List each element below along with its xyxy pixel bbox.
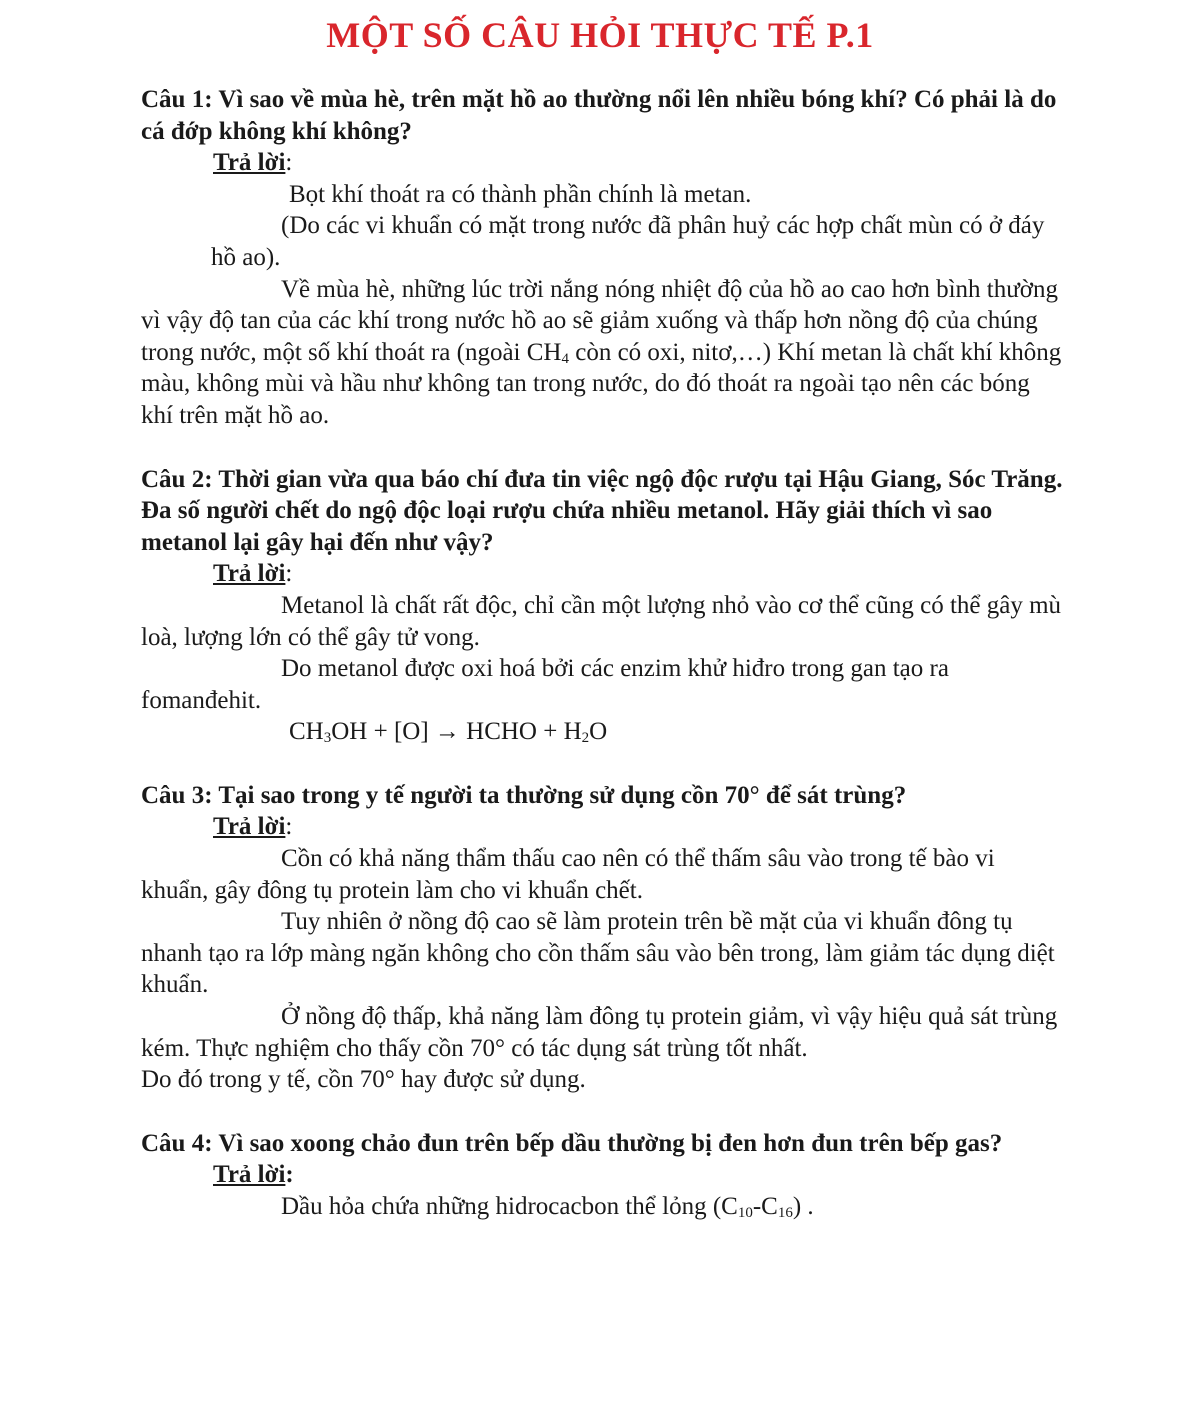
q2-answer-paragraph-1: Metanol là chất rất độc, chỉ cần một lượng nhỏ vào cơ thể cũng có thể gây mù loà, lượng lớn có thể gây tử vong. xyxy=(141,591,1062,651)
q1-answer-paragraph-3 xyxy=(141,274,1066,432)
answer-label-text: Trả lời xyxy=(213,560,286,588)
q4-p1-text-c: ) . xyxy=(792,1193,814,1220)
answer-label xyxy=(141,558,1066,590)
q3-answer-paragraph-2: Tuy nhiên ở nồng độ cao sẽ làm protein trên bề mặt của vi khuẩn đông tụ nhanh tạo ra lớp màng ngăn không cho cồn thấm sâu vào bên trong, làm giảm tác dụng diệt khuẩn. xyxy=(141,908,1055,999)
question-1-section xyxy=(141,84,1066,432)
question-2-text: Câu 2: Thời gian vừa qua báo chí đưa tin việc ngộ độc rượu tại Hậu Giang, Sóc Trăng. Đa số người chết do ngộ độc loại rượu chứa nhiều metanol. Hãy giải thích vì sao metanol lại gây hại đến như vậy? xyxy=(141,465,1063,556)
q2-answer-paragraph-2: Do metanol được oxi hoá bởi các enzim khử hiđro trong gan tạo ra fomanđehit. xyxy=(141,655,949,714)
answer-label-colon: : xyxy=(285,149,293,177)
equation-sub-a: 3 xyxy=(323,730,332,747)
q3-answer-paragraph-3: Ở nồng độ thấp, khả năng làm đông tụ protein giảm, vì vậy hiệu quả sát trùng kém. Thực nghiệm cho thấy cồn 70° có tác dụng sát trùng tốt nhất. xyxy=(141,1003,1058,1062)
q3-answer-paragraph-4: Do đó trong y tế, cồn 70° hay được sử dụng. xyxy=(141,1066,586,1094)
question-4-section xyxy=(141,1128,1066,1223)
q1-answer-paragraph-1: Bọt khí thoát ra có thành phần chính là metan. xyxy=(289,180,752,208)
question-4-text: Câu 4: Vì sao xoong chảo đun trên bếp dầu thường bị đen hơn đun trên bếp gas? xyxy=(141,1129,1003,1157)
answer-label xyxy=(141,147,1066,179)
answer-label-colon: : xyxy=(285,560,293,588)
q1-p3-text-a: Về mùa hè, những lúc trời nắng nóng nhiệt độ của hồ ao cao hơn bình thường vì vậy độ tan của các khí trong nước hồ ao sẽ giảm xuống và thấp hơn nồng độ của chúng trong nước, một số khí thoát ra (ngoài CH xyxy=(141,275,1059,366)
q4-p1-subscript-1: 10 xyxy=(737,1205,753,1221)
chemical-equation xyxy=(141,716,1066,748)
equation-part-c: O xyxy=(589,718,608,746)
answer-label xyxy=(141,1159,1066,1191)
answer-label xyxy=(141,811,1066,843)
q4-p1-text-b: -C xyxy=(752,1193,778,1220)
document-body xyxy=(141,84,1066,1223)
equation-part-b: OH + [O] → HCHO + H xyxy=(331,718,582,746)
q1-p3-subscript: 4 xyxy=(561,350,569,367)
question-3-text: Câu 3: Tại sao trong y tế người ta thường sử dụng cồn 70° để sát trùng? xyxy=(141,781,907,809)
answer-label-text: Trả lời xyxy=(213,149,286,177)
q4-answer-paragraph-1 xyxy=(141,1191,1066,1223)
question-1-text: Câu 1: Vì sao về mùa hè, trên mặt hồ ao thường nổi lên nhiều bóng khí? Có phải là do cá đớp không khí không? xyxy=(141,86,1057,145)
answer-label-text: Trả lời xyxy=(213,1161,286,1189)
equation-sub-b: 2 xyxy=(581,730,590,747)
question-3-section xyxy=(141,780,1066,1096)
question-2-section xyxy=(141,464,1066,748)
equation-part-a: CH xyxy=(289,718,324,746)
answer-label-text: Trả lời xyxy=(213,813,286,841)
q3-answer-paragraph-1: Cồn có khả năng thẩm thấu cao nên có thể thấm sâu vào trong tế bào vi khuẩn, gây đông tụ protein làm cho vi khuẩn chết. xyxy=(141,845,995,904)
page-title: MỘT SỐ CÂU HỎI THỰC TẾ P.1 xyxy=(326,15,874,55)
q4-p1-subscript-2: 16 xyxy=(777,1205,793,1221)
q1-p3-text-b: còn có oxi, nitơ,…) Khí metan là chất khí không màu, không mùi và hầu như không tan trong nước, do đó thoát ra ngoài tạo nên các bóng khí trên mặt hồ ao. xyxy=(141,338,1062,429)
answer-label-colon: : xyxy=(285,813,293,841)
q4-p1-text-a: Dầu hỏa chứa những hidrocacbon thể lỏng (C xyxy=(281,1193,738,1220)
answer-label-colon: : xyxy=(285,1161,294,1189)
q1-answer-paragraph-2: (Do các vi khuẩn có mặt trong nước đã phân huỷ các hợp chất mùn có ở đáy hồ ao). xyxy=(211,212,1045,271)
